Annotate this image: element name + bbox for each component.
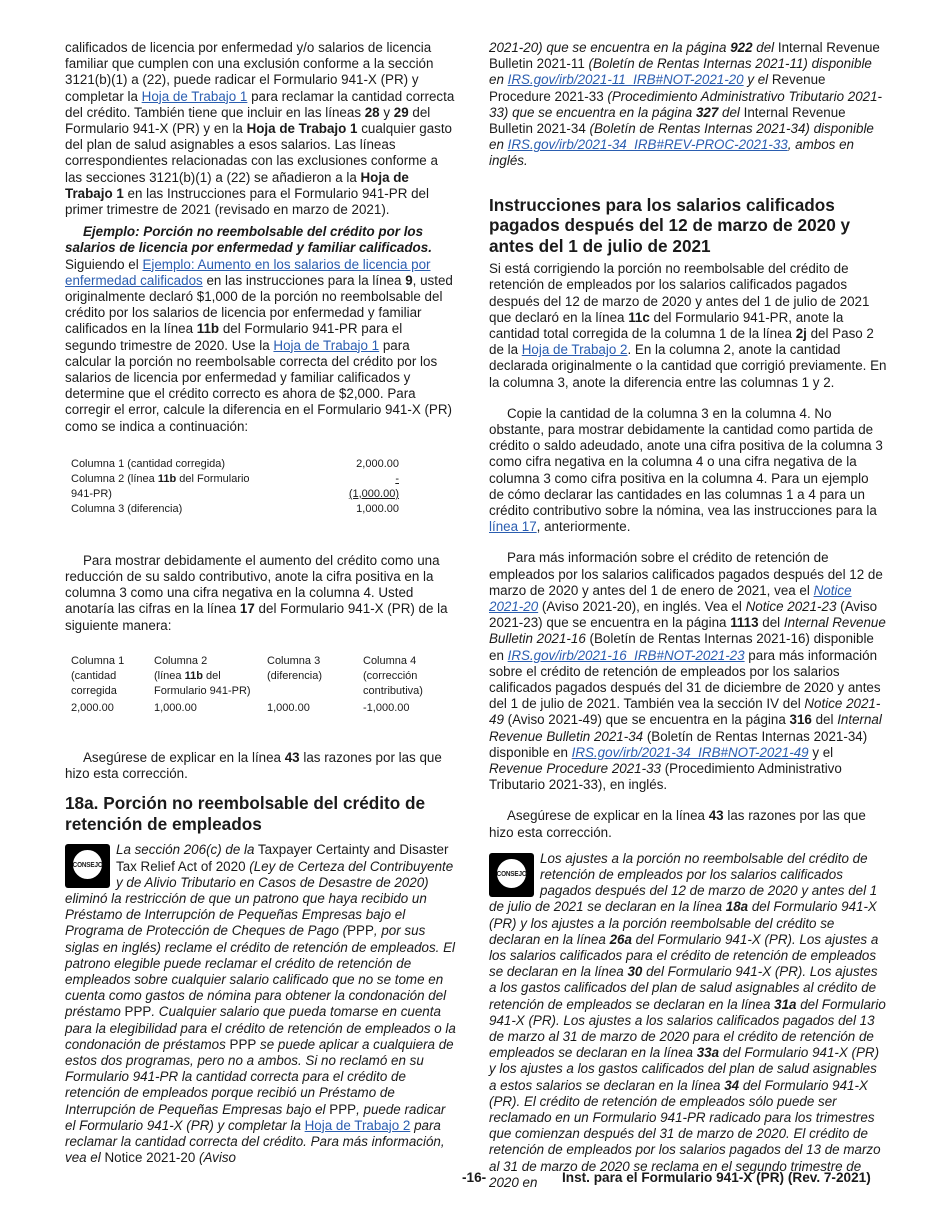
paragraph-explain-line43: Asegúrese de explicar en la línea 43 las razones por las que hizo esta corrección. xyxy=(489,808,866,840)
paragraph-more-info: Para más información sobre el crédito de retención de empleados por los salarios calificados pagados después del 12 de marzo de 2020 y antes del 1 de enero de 2021, vea el Notice 2021-20 (Aviso 2021-20), en inglés. Vea el Notice 2021-23 (Aviso 2021-23) que se encuentra en la página 1113 del Internal Revenue Bulletin 2021-16 (Boletín de Rentas Internas 2021-16) disponible en IRS.gov/irb/2021-16_IRB#NOT-2021-23 para más información sobre el crédito de retención de empleados por los salarios calificados pagados después del 31 de diciembre de 2020 y antes del 1 de julio de 2021. También vea la sección IV del Notice 2021-49 (Aviso 2021-49) que se encuentra en la página 316 del Internal Revenue Bulletin 2021-34 (Boletín de Rentas Internas 2021-34) disponible en IRS.gov/irb/2021-34_IRB#NOT-2021-49 y el Revenue Procedure 2021-33 (Procedimiento Administrativo Tributario 2021-33), en inglés. xyxy=(489,550,886,793)
left-column xyxy=(65,40,457,1166)
link-irb-2021-16[interactable]: IRS.gov/irb/2021-16_IRB#NOT-2021-23 xyxy=(507,647,745,663)
example-title: Ejemplo: Porción no reembolsable del crédito por los salarios de licencia por enfermedad y familiar calificados. xyxy=(65,224,432,256)
link-notice-2021-20[interactable]: Notice 2021-20 xyxy=(489,582,852,614)
right-column xyxy=(489,40,887,1191)
paragraph-notice-continued: 2021-20) que se encuentra en la página 922 del Internal Revenue Bulletin 2021-11 (Boletín de Rentas Internas 2021-11) disponible en IRS.gov/irb/2021-11_IRB#NOT-2021-20 y el Revenue Procedure 2021-33 (Procedimiento Administrativo Tributario 2021-33) que se encuentra en la página 327 del Internal Revenue Bulletin 2021-34 (Boletín de Rentas Internas 2021-34) disponible en IRS.gov/irb/2021-34_IRB#REV-PROC-2021-33, ambos en inglés. xyxy=(489,40,882,169)
consejo-icon: CONSEJO xyxy=(489,853,534,897)
link-hoja-de-trabajo-1[interactable]: Hoja de Trabajo 1 xyxy=(273,337,380,353)
table-row: Columna 1 (cantidad corregida) 2,000.00 xyxy=(71,457,399,470)
table-row: Columna 1 Columna 2 Columna 3 Columna 4 xyxy=(71,654,417,667)
tip-text: La sección 206(c) de la Taxpayer Certainty and Disaster Tax Relief Act of 2020 (Ley de Certeza del Contribuyente y de Alivio Tributario en Casos de Desastre de 2020) eliminó la restricción de que un patrono que haya recibido un Préstamo de Interrupción de Pequeñas Empresas bajo el Programa de Protección de Cheques de Pago (PPP, por sus siglas en inglés) reclame el crédito de retención de empleados. El patrono elegible puede reclamar el crédito de retención de empleados sobre cualquier salario calificado que no se tome en cuenta como gastos de nómina para obtener la condonación del préstamo PPP. Cualquier salario que pueda tomarse en cuenta para la elegibilidad para el crédito de retención de empleados o la condonación de préstamos PPP se puede aplicar a cualquiera de estos dos programas, pero no a ambos. Si no reclamó en su Formulario 941-PR la cantidad correcta para el crédito de retención de empleados porque recibió un Préstamo de Interrupción de Pequeñas Empresas bajo el PPP, puede radicar el Formulario 941-X (PR) y completar la Hoja de Trabajo 2 para reclamar la cantidad correcta del crédito. Para más información, vea el Notice 2021-20 (Aviso xyxy=(65,842,456,1166)
paragraph-explain-line43: Asegúrese de explicar en la línea 43 las razones por las que hizo esta corrección. xyxy=(65,749,442,782)
line17-columns-table xyxy=(65,654,449,716)
paragraph-example: Ejemplo: Porción no reembolsable del crédito por los salarios de licencia por enfermedad y familiar calificados. Siguiendo el Ejemplo: Aumento en los salarios de licencia por enfermedad calificados en las instrucciones para la línea 9, usted originalmente declaró $1,000 de la porción no reembolsable del crédito por los salarios de licencia por enfermedad y familiar calificados en la línea 11b del Formulario 941-PR para el segundo trimestre de 2020. Use la Hoja de Trabajo 1 para calcular la porción no reembolsable correcta del crédito por los salarios de licencia por enfermedad y familiar calificados y determine que el crédito correcto es ahora de $2,000. Para corregir el error, calcule la diferencia en el Formulario 941-X (PR) como se indica a continuación: xyxy=(65,224,453,434)
form-title: Inst. para el Formulario 941-X (PR) (Rev. 7-2021) xyxy=(562,1170,871,1185)
page-number: -16- xyxy=(462,1170,487,1185)
table-row: (cantidad corregida (línea 11b del Formulario 941-PR) (diferencia) (corrección contributiva) xyxy=(71,669,423,697)
link-irb-2021-34-revproc[interactable]: IRS.gov/irb/2021-34_IRB#REV-PROC-2021-33 xyxy=(507,137,788,153)
paragraph-correcting-nonrefundable: Si está corrigiendo la porción no reembolsable del crédito de retención de empleados por los salarios calificados pagados después del 12 de marzo de 2020 y antes del 1 de julio de 2021 que declaró en la línea 11c del Formulario 941-PR, anote la cantidad total corregida de la columna 1 de la línea 2j del Paso 2 de la Hoja de Trabajo 2. En la columna 2, anote la cantidad declarada originalmente o la cantidad que corrigió previamente. En la columna 3, anote la diferencia entre las columnas 1 y 2. xyxy=(489,261,887,390)
paragraph-copy-column3: Copie la cantidad de la columna 3 en la columna 4. No obstante, para mostrar debidamente la cantidad como partida de crédito o saldo adeudado, anote una cifra positiva de la columna 3 como cifra negativa en la columna 4 o una cifra negativa de la columna 3 como cifra positiva en la columna 4. Para un ejemplo de cómo declarar las cantidades en las columnas 1 a 4 para un crédito contributivo sobre la nómina, vea las instrucciones para la línea 17, anteriormente. xyxy=(489,405,883,535)
link-linea-17[interactable]: línea 17 xyxy=(489,519,537,535)
tip-text: Los ajustes a la porción no reembolsable del crédito de retención de empleados por los salarios calificados pagados después del 12 de marzo de 2020 y antes del 1 de julio de 2021 se declaran en la línea 18a del Formulario 941-X (PR) y los ajustes a la porción reembolsable del crédito se declaran en la línea 26a del Formulario 941-X (PR). Los ajustes a los salarios calificados para el crédito de retención de empleados se declaran en la línea 30 del Formulario 941-X (PR). Los ajustes a los gastos calificados del plan de salud asignables al crédito de retención de empleados se declaran en la línea 31a del Formulario 941-X (PR). Los ajustes a los salarios calificados pagados del 13 de marzo al 31 de marzo de 2020 para el crédito de retención de empleados se declaran en la línea 33a del Formulario 941-X (PR) y los ajustes a los gastos calificados del plan de salud asignables a estos salarios se declaran en la línea 34 del Formulario 941-X (PR). El crédito de retención de empleados sólo puede ser reclamado en un Formulario 941-PR radicado para los trimestres que comienzan después del 31 de marzo de 2020. El crédito de retención de empleados por los salarios pagados del 13 de marzo al 31 de marzo de 2020 se reclama en el segundo trimestre de 2020 en xyxy=(489,850,886,1190)
link-irb-2021-34-notice[interactable]: IRS.gov/irb/2021-34_IRB#NOT-2021-49 xyxy=(571,744,809,760)
link-ejemplo-aumento[interactable]: Ejemplo: Aumento en los salarios de licencia por enfermedad calificados xyxy=(65,256,431,288)
table-row: Columna 3 (diferencia) 1,000.00 xyxy=(71,502,399,515)
tip-block xyxy=(489,851,887,1191)
paragraph-show-increase: Para mostrar debidamente el aumento del crédito como una reducción de su saldo contributivo, anote la cifra positiva en la columna 3 como una cifra negativa en la columna 4. Usted anotaría las cifras en la línea 17 del Formulario 941-X (PR) de la siguiente manera: xyxy=(65,552,448,633)
consejo-icon: CONSEJO xyxy=(65,844,110,888)
link-hoja-de-trabajo-2[interactable]: Hoja de Trabajo 2 xyxy=(304,1117,411,1133)
tip-block xyxy=(65,842,457,1166)
link-hoja-de-trabajo-1[interactable]: Hoja de Trabajo 1 xyxy=(141,88,248,104)
section-heading-18a: 18a. Porción no reembolsable del crédito de retención de empleados xyxy=(65,793,426,834)
table-row: Columna 2 (línea 11b del Formulario 941-PR) - (1,000.00) xyxy=(71,472,399,500)
section-heading-instructions: Instrucciones para los salarios calificados pagados después del 12 de marzo de 2020 y antes del 1 de julio de 2021 xyxy=(489,194,851,256)
link-hoja-de-trabajo-2[interactable]: Hoja de Trabajo 2 xyxy=(521,342,628,358)
table-row: 2,000.00 1,000.00 1,000.00 -1,000.00 xyxy=(71,701,410,714)
difference-table xyxy=(65,457,405,517)
link-irb-2021-11[interactable]: IRS.gov/irb/2021-11_IRB#NOT-2021-20 xyxy=(507,72,744,88)
paragraph-worksheet1-intro: calificados de licencia por enfermedad y/o salarios de licencia familiar que cumplen con una exclusión conforme a la sección 3121(b)(1) a (22), puede radicar el Formulario 941-X (PR) y completar la Hoja de Trabajo 1 para reclamar la cantidad correcta del crédito. También tiene que incluir en las líneas 28 y 29 del Formulario 941-X (PR) y en la Hoja de Trabajo 1 cualquier gasto del plan de salud asignables a esos salarios. Las líneas correspondientes relacionadas con las exclusiones conforme a las secciones 3121(b)(1) a (22) se añadieron a la Hoja de Trabajo 1 en las Instrucciones para el Formulario 941-PR del primer trimestre de 2021 (revisado en marzo de 2021). xyxy=(65,40,455,218)
